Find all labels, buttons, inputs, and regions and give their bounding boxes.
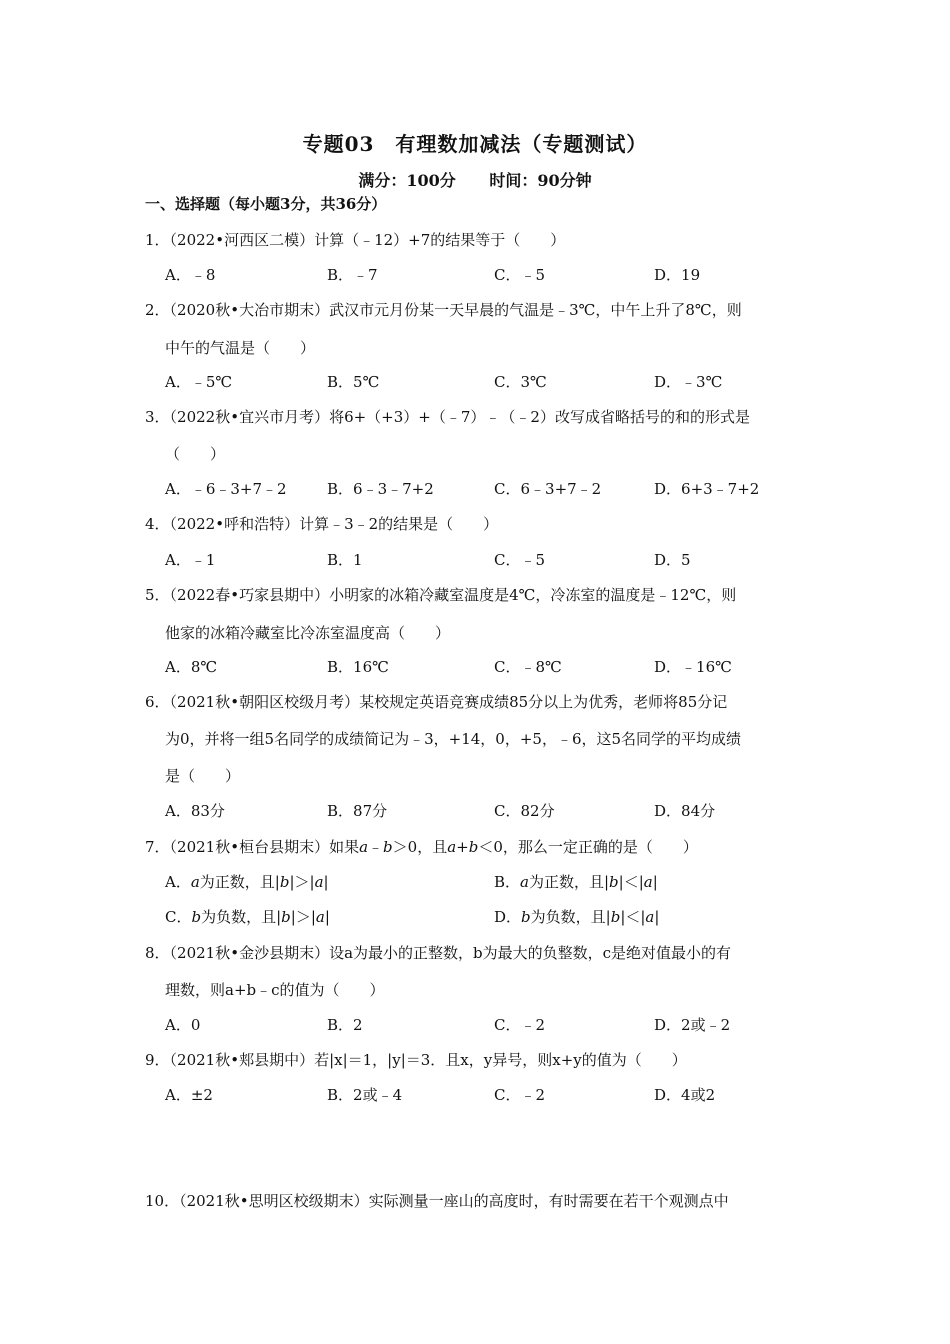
question-5-line-1: 5．（2022春•巧家县期中）小明家的冰箱冷藏室温度是4℃，冷冻室的温度是﹣12℃，则	[145, 586, 737, 604]
q2-option-d: D．﹣3℃	[654, 373, 723, 391]
question-4: 4．（2022•呼和浩特）计算﹣3﹣2的结果是（ ）	[145, 515, 499, 533]
q6-option-c: C．82分	[494, 802, 555, 820]
question-10: 10．（2021秋•思明区校级期末）实际测量一座山的高度时，有时需要在若干个观测点中	[145, 1192, 729, 1210]
q7-option-a: A．a为正数，且|b|＞|a|	[165, 873, 329, 891]
q4-option-c: C．﹣5	[494, 551, 546, 569]
q9-option-a: A．±2	[165, 1086, 213, 1104]
page-title: 专题03 有理数加减法（专题测试）	[302, 132, 648, 156]
full-score: 满分：100分	[358, 171, 456, 190]
q7-option-d: D．b为负数，且|b|＜|a|	[494, 908, 660, 926]
q5-option-b: B．16℃	[327, 658, 389, 676]
question-2-line-2: 中午的气温是（ ）	[165, 339, 316, 357]
q1-option-d: D．19	[654, 266, 701, 284]
q8-option-d: D．2或﹣2	[654, 1016, 731, 1034]
q3-option-a: A．﹣6﹣3+7﹣2	[165, 480, 287, 498]
question-9: 9．（2021秋•郏县期中）若|x|＝1，|y|＝3．且x，y异号，则x+y的值为（ ）	[145, 1051, 687, 1069]
q8-option-a: A．0	[165, 1016, 201, 1034]
question-8-line-1: 8．（2021秋•金沙县期末）设a为最小的正整数，b为最大的负整数，c是绝对值最小的有	[145, 944, 732, 962]
question-3-line-1: 3．（2022秋•宜兴市月考）将6+（+3）+（﹣7）﹣（﹣2）改写成省略括号的和的形式是	[145, 408, 750, 426]
q1-option-c: C．﹣5	[494, 266, 546, 284]
question-2-line-1: 2．（2020秋•大冶市期末）武汉市元月份某一天早晨的气温是﹣3℃，中午上升了8℃，则	[145, 301, 742, 319]
q2-option-b: B．5℃	[327, 373, 380, 391]
q9-option-b: B．2或﹣4	[327, 1086, 403, 1104]
q2-option-a: A．﹣5℃	[165, 373, 233, 391]
question-8-line-2: 理数，则a+b﹣c的值为（ ）	[165, 981, 385, 999]
question-6-line-1: 6．（2021秋•朝阳区校级月考）某校规定英语竞赛成绩85分以上为优秀，老师将85分记	[145, 693, 728, 711]
q6-option-d: D．84分	[654, 802, 716, 820]
question-6-line-2: 为0，并将一组5名同学的成绩简记为﹣3，+14，0，+5，﹣6，这5名同学的平均成绩	[165, 730, 742, 748]
q6-option-b: B．87分	[327, 802, 388, 820]
q7-option-c: C．b为负数，且|b|＞|a|	[165, 908, 330, 926]
question-7: 7．（2021秋•桓台县期末）如果a﹣b＞0，且a+b＜0，那么一定正确的是（ ）	[145, 838, 698, 856]
q3-option-b: B．6﹣3﹣7+2	[327, 480, 434, 498]
q9-option-c: C．﹣2	[494, 1086, 546, 1104]
q3-option-c: C．6﹣3+7﹣2	[494, 480, 602, 498]
q3-option-d: D．6+3﹣7+2	[654, 480, 760, 498]
q4-option-b: B．1	[327, 551, 363, 569]
q5-option-c: C．﹣8℃	[494, 658, 562, 676]
q1-option-b: B．﹣7	[327, 266, 378, 284]
section-heading: 一、选择题（每小题3分，共36分）	[145, 195, 387, 213]
q7-option-b: B．a为正数，且|b|＜|a|	[494, 873, 658, 891]
q2-option-c: C．3℃	[494, 373, 547, 391]
q4-option-a: A．﹣1	[165, 551, 216, 569]
q5-option-d: D．﹣16℃	[654, 658, 732, 676]
question-3-line-2: （ ）	[165, 445, 226, 463]
q4-option-d: D．5	[654, 551, 691, 569]
q6-option-a: A．83分	[165, 802, 225, 820]
q8-option-c: C．﹣2	[494, 1016, 546, 1034]
exam-meta	[0, 168, 950, 191]
time-limit: 时间：90分钟	[489, 171, 592, 190]
question-1: 1．（2022•河西区二模）计算（﹣12）+7的结果等于（ ）	[145, 231, 566, 249]
question-7-prefix: 7．（2021秋•桓台县期末）如果	[145, 838, 360, 856]
q1-option-a: A．﹣8	[165, 266, 216, 284]
q5-option-a: A．8℃	[165, 658, 218, 676]
question-5-line-2: 他家的冰箱冷藏室比冷冻室温度高（ ）	[165, 624, 451, 642]
q8-option-b: B．2	[327, 1016, 363, 1034]
question-6-line-3: 是（ ）	[165, 767, 241, 785]
q9-option-d: D．4或2	[654, 1086, 716, 1104]
